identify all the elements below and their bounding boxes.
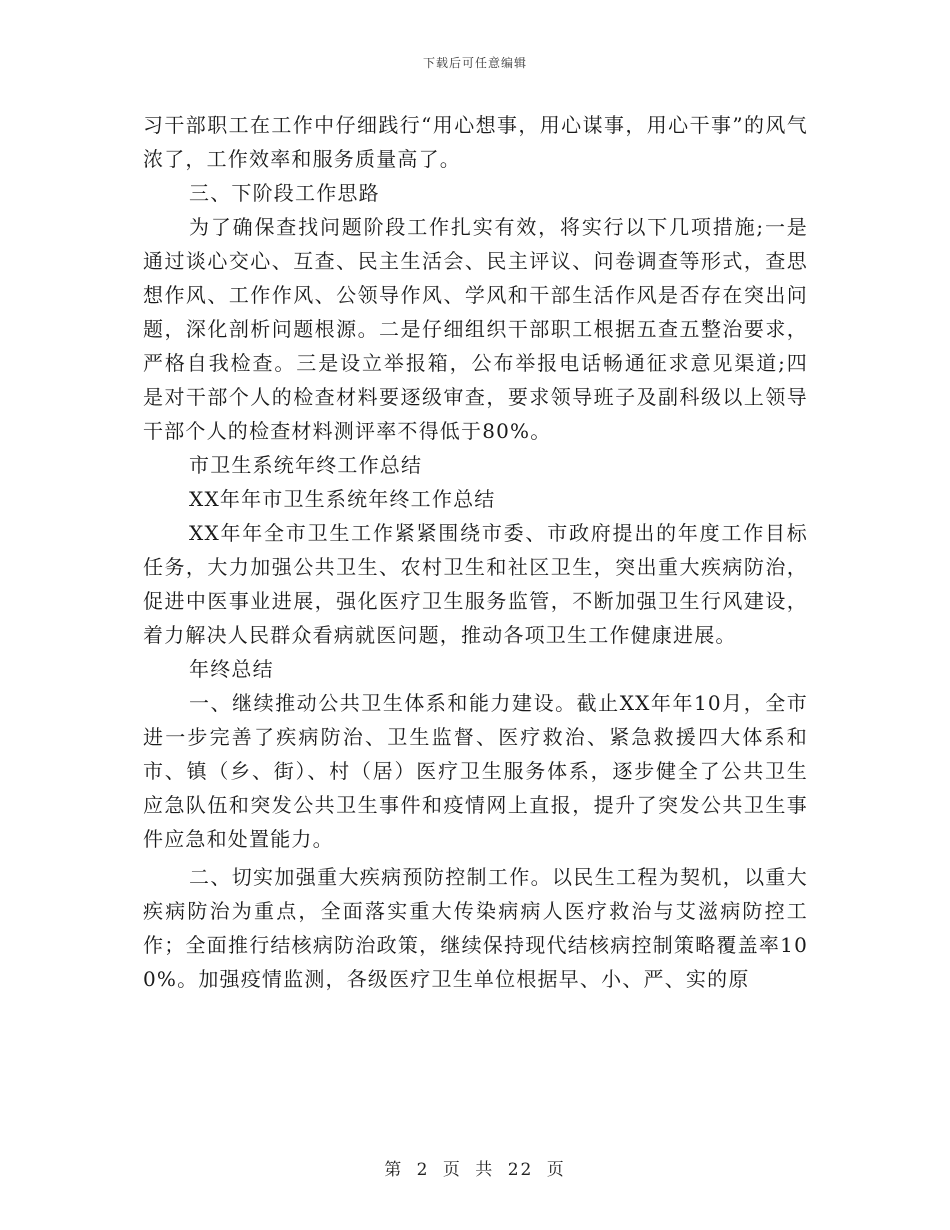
page-header-note: 下载后可任意编辑	[422, 56, 527, 70]
section-heading-next-steps: 三、下阶段工作思路	[189, 181, 380, 205]
paragraph-public-health: 一、继续推动公共卫生体系和能力建设。截止XX年年10月，全市进一步完善了疾病防治、卫生监督、医疗救治、紧急救援四大体系和市、镇（乡、街）、村（居）医疗卫生服务体系，逐步健全了公共卫生应急队伍和突发公共卫生事件和疫情网上直报，提升了突发公共卫生事件应急和处置能力。	[143, 691, 808, 851]
paragraph-continuation: 习干部职工在工作中仔细践行“用心想事，用心谋事，用心干事”的风气浓了，工作效率和服务质量高了。	[143, 113, 808, 171]
document-subtitle: XX年年市卫生系统年终工作总结	[189, 487, 496, 511]
document-body	[143, 108, 808, 996]
paragraph-intro: XX年年全市卫生工作紧紧围绕市委、市政府提出的年度工作目标任务，大力加强公共卫生、农村卫生和社区卫生，突出重大疾病防治，促进中医事业进展，强化医疗卫生服务监管，不断加强卫生行风建设，着力解决人民群众看病就医问题，推动各项卫生工作健康进展。	[143, 521, 808, 647]
section-heading-summary: 年终总结	[189, 657, 274, 681]
document-title: 市卫生系统年终工作总结	[189, 453, 423, 477]
page-number-footer: 第 2 页 共 22 页	[384, 1160, 566, 1180]
paragraph-measures: 为了确保查找问题阶段工作扎实有效，将实行以下几项措施;一是通过谈心交心、互查、民主生活会、民主评议、问卷调查等形式，查思想作风、工作作风、公领导作风、学风和干部生活作风是否存在突出问题，深化剖析问题根源。二是仔细组织干部职工根据五查五整治要求，严格自我检查。三是设立举报箱，公布举报电话畅通征求意见渠道;四是对干部个人的检查材料要逐级审查，要求领导班子及副科级以上领导干部个人的检查材料测评率不得低于80%。	[143, 215, 808, 443]
paragraph-disease-control: 二、切实加强重大疾病预防控制工作。以民生工程为契机，以重大疾病防治为重点，全面落实重大传染病病人医疗救治与艾滋病防控工作；全面推行结核病防治政策，继续保持现代结核病控制策略覆盖率100%。加强疫情监测，各级医疗卫生单位根据早、小、严、实的原	[143, 865, 808, 991]
